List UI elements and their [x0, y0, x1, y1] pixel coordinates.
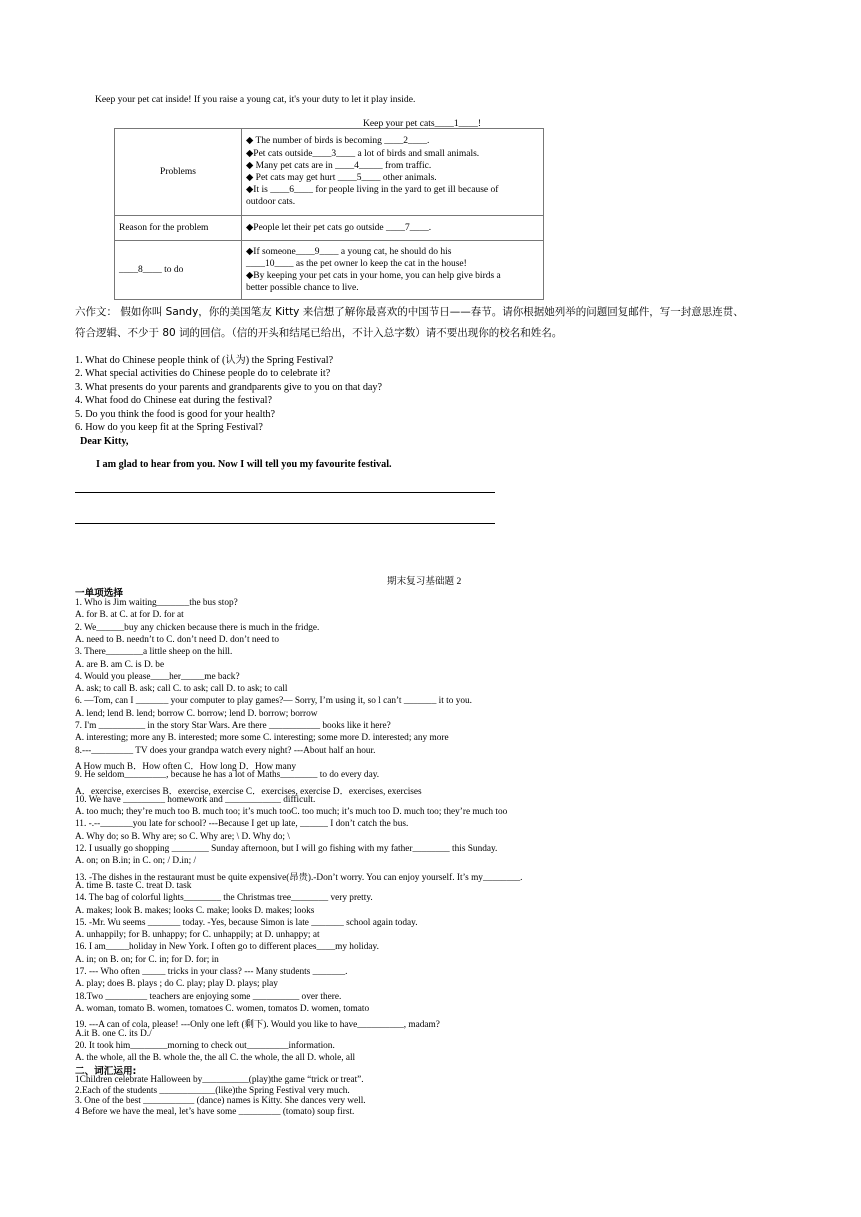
writing-instruction-2: 符合逻辑、不少于 80 词的回信。（信的开头和结尾已给出，不计入总字数）请不要出现你的校名和姓名。	[75, 327, 563, 339]
letter-opening: I am glad to hear from you. Now I will tell you my favourite festival.	[96, 459, 392, 470]
question-line: 10. We have _________ homework and ____________ difficult.	[75, 794, 316, 805]
question-item: 4. What food do Chinese eat during the festival?	[75, 395, 272, 407]
vocab-line: 2.Each of the students ____________(like)the Spring Festival very much.	[75, 1085, 350, 1096]
question-line: 16. I am_____holiday in New York. I often go to different places____my holiday.	[75, 942, 379, 953]
question-line: 3. There________a little sheep on the hill.	[75, 647, 233, 658]
table-row	[115, 241, 544, 300]
table-item: ◆By keeping your pet cats in your home, you can help give birds a	[246, 271, 501, 281]
row-content	[242, 216, 544, 241]
question-line: 2. We______buy any chicken because there is much in the fridge.	[75, 622, 320, 633]
question-line: 12. I usually go shopping ________ Sunday afternoon, but I will go fishing with my father________ this Sunday.	[75, 844, 498, 854]
question-line: 13. -The dishes in the restaurant must be quite expensive(昂贵).-Don’t worry. You can enjoy yourself. It’s my________.	[75, 872, 523, 883]
question-item: 3. What presents do your parents and grandparents give to you on that day?	[75, 381, 383, 393]
row-label: ____8____ to do	[115, 241, 242, 300]
option-line: A. too much; they’re much too B. much too; it’s much tooC. too much; it’s much too D. much too; they’re much too	[75, 807, 508, 818]
question-line: 20. It took him________morning to check out_________information.	[75, 1040, 335, 1051]
option-line: A. interesting; more any B. interested; more some C. interesting; some more D. interested; any more	[75, 733, 449, 744]
row-label: Reason for the problem	[115, 216, 242, 241]
table-item: outdoor cats.	[246, 197, 296, 208]
question-line: 15. -Mr. Wu seems _______ today. -Yes, because Simon is late _______ school again today.	[75, 917, 418, 928]
option-line: A．exercise, exercises B．exercise, exercise C．exercises, exercise D．exercises, exercises	[75, 786, 422, 797]
question-item: 5. Do you think the food is good for your health?	[75, 408, 276, 420]
vocab-line: 4 Before we have the meal, let’s have some _________ (tomato) soup first.	[75, 1106, 355, 1117]
writing-questions	[75, 354, 382, 434]
writing-instruction-1: 六作文： 假如你叫 Sandy，你的美国笔友 Kitty 来信想了解你最喜欢的中国节日——春节。请你根据她列举的问题回复邮件，写一封意思连贯、	[75, 306, 744, 318]
question-line: 9. He seldom_________, because he has a lot of Maths________ to do every day.	[75, 770, 380, 781]
table-title: Keep your pet cats____1____!	[363, 118, 482, 129]
question-line: 8.---_________ TV does your grandpa watch every night? ---About half an hour.	[75, 745, 376, 756]
answer-line	[75, 523, 495, 524]
table-item: ◆People let their pet cats go outside ____7____.	[246, 222, 432, 233]
option-line: A. on; on B.in; in C. on; / D.in; /	[75, 856, 197, 867]
option-line: A. are B. am C. is D. be	[75, 659, 165, 670]
option-line: A How much B．How often C．How long D．How many	[75, 761, 297, 772]
option-line: A. unhappily; for B. unhappy; for C. unhappily; at D. unhappy; at	[75, 930, 320, 941]
option-line: A. in; on B. on; for C. in; for D. for; in	[75, 954, 219, 965]
option-line: A. play; does B. plays ; do C. play; play D. plays; play	[75, 979, 278, 990]
vocab-line: 1Children celebrate Halloween by__________(play)the game “trick or treat”.	[75, 1075, 364, 1085]
question-line: 7. I'm __________ in the story Star Wars. Are there ___________ books like it here?	[75, 721, 391, 731]
answer-line	[75, 492, 495, 493]
table-item: better possible chance to live.	[246, 283, 359, 294]
table-item: ◆Pet cats outside____3____ a lot of birds and small animals.	[246, 148, 480, 159]
question-line: 6. —Tom, can I _______ your computer to play games?— Sorry, I’m using it, so l can’t _______ it to you.	[75, 696, 472, 707]
letter-greeting: Dear Kitty,	[80, 436, 129, 447]
question-item: 1. What do Chinese people think of (认为) the Spring Festival?	[75, 355, 334, 366]
option-line: A.it B. one C. its D./	[75, 1028, 152, 1039]
option-line: A. Why do; so B. Why are; so C. Why are; \ D. Why do; \	[75, 831, 290, 842]
option-line: A. time B. taste C. treat D. task	[75, 880, 192, 891]
question-line: 4. Would you please____her_____me back?	[75, 671, 240, 682]
option-line: A. for B. at C. at for D. for at	[75, 610, 184, 621]
table-item: ◆ Many pet cats are in ____4_____ from traffic.	[246, 160, 432, 171]
table-row	[115, 129, 544, 216]
option-line: A. makes; look B. makes; looks C. make; looks D. makes; looks	[75, 905, 315, 916]
section-heading: 二、词汇运用:	[75, 1066, 137, 1077]
table-item: ◆ Pet cats may get hurt ____5____ other animals.	[246, 173, 437, 183]
review-title: 期末复习基础题 2	[387, 576, 462, 587]
section-heading: 一单项选择	[75, 588, 123, 599]
question-line: 19. ---A can of cola, please! ---Only one left (剩下). Would you like to have__________, madam?	[75, 1020, 440, 1031]
table-row	[115, 216, 544, 241]
table-item: ◆ The number of birds is becoming ____2____.	[246, 136, 430, 147]
question-line: 11. -.--_______you late for school? ---Because I get up late, ______ I don’t catch the bus.	[75, 819, 409, 830]
intro-text: Keep your pet cat inside! If you raise a young cat, it's your duty to let it play inside.	[95, 94, 416, 105]
question-line: 14. The bag of colorful lights________ the Christmas tree________ very pretty.	[75, 893, 373, 904]
question-item: 2. What special activities do Chinese people do to celebrate it?	[75, 368, 331, 380]
row-content	[242, 129, 544, 216]
question-item: 6. How do you keep fit at the Spring Festival?	[75, 422, 263, 434]
option-line: A. woman, tomato B. women, tomatoes C. women, tomatos D. women, tomato	[75, 1003, 370, 1014]
question-line: 17. --- Who often _____ tricks in your class? --- Many students _______.	[75, 967, 348, 977]
question-line: 18.Two _________ teachers are enjoying some __________ over there.	[75, 991, 342, 1002]
table-item: ◆It is ____6____ for people living in the yard to get ill because of	[246, 185, 499, 196]
table-item: ____10____ as the pet owner lo keep the cat in the house!	[246, 258, 467, 269]
option-line: A. ask; to call B. ask; call C. to ask; call D. to ask; to call	[75, 684, 288, 695]
question-line: 1. Who is Jim waiting_______the bus stop?	[75, 598, 238, 608]
option-line: A. lend; lend B. lend; borrow C. borrow; lend D. borrow; borrow	[75, 708, 318, 719]
row-label: Problems	[115, 129, 242, 216]
option-line: A. the whole, all the B. whole the, the all C. the whole, the all D. whole, all	[75, 1053, 356, 1064]
vocab-line: 3. One of the best ___________ (dance) names is Kitty. She dances very well.	[75, 1096, 366, 1106]
option-line: A. need to B. needn’t to C. don’t need D. don’t need to	[75, 634, 279, 645]
row-content	[242, 241, 544, 300]
summary-table	[114, 128, 544, 300]
table-item: ◆If someone____9____ a young cat, he should do his	[246, 246, 452, 257]
